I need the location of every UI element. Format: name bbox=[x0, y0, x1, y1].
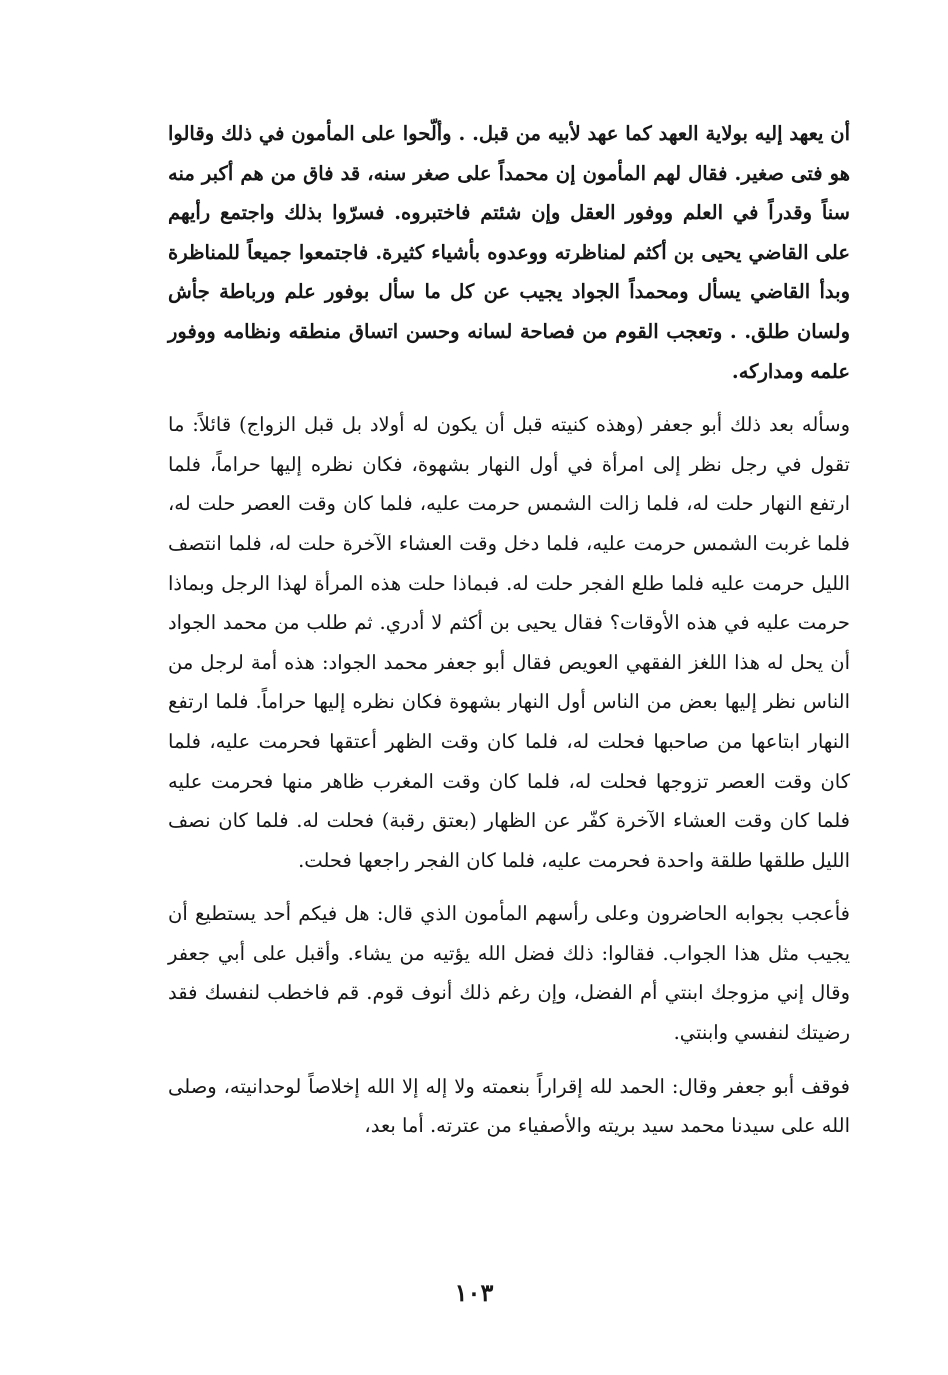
paragraph-2: وسأله بعد ذلك أبو جعفر (وهذه كنيته قبل أن يكون له أولاد بل قبل الزواج) قائلاً: ما تقول في رجل نظر إلى امرأة في أول النهار بشهوة، فكان نظره إليها حراماً، فلما ارتفع النهار حلت له، فلما زالت الشمس حرمت عليه، فلما كان وقت العصر حلت له، فلما غربت الشمس حرمت عليه، فلما دخل وقت العشاء الآخرة حلت له، فلما انتصف الليل حرمت عليه فلما طلع الفجر حلت له. فبماذا حلت هذه المرأة لهذا الرجل وبماذا حرمت عليه في هذه الأوقات؟ فقال يحيى بن أكثم لا أدري. ثم طلب من محمد الجواد أن يحل له هذا اللغز الفقهي العويص فقال أبو جعفر محمد الجواد: هذه أمة لرجل من الناس نظر إليها بعض من الناس أول النهار بشهوة فكان نظره إليها حراماً. فلما ارتفع النهار ابتاعها من صاحبها فحلت له، فلما كان وقت الظهر أعتقها فحرمت عليه، فلما كان وقت العصر تزوجها فحلت له، فلما كان وقت المغرب ظاهر منها فحرمت عليه فلما كان وقت العشاء الآخرة كفّر عن الظهار (بعتق رقبة) فحلت له. فلما كان نصف الليل طلقها طلقة واحدة فحرمت عليه، فلما كان الفجر راجعها فحلت. bbox=[168, 413, 850, 872]
paragraph-3: فأعجب بجوابه الحاضرون وعلى رأسهم المأمون الذي قال: هل فيكم أحد يستطيع أن يجيب مثل هذا الجواب. فقالوا: ذلك فضل الله يؤتيه من يشاء. وأقبل على أبي جعفر وقال إني مزوجك ابنتي أم الفضل، وإن رغم ذلك أنوف قوم. قم فاخطب لنفسك فقد رضيتك لنفسي وابنتي. bbox=[168, 902, 850, 1045]
page-body bbox=[168, 114, 850, 1146]
paragraph-1: أن يعهد إليه بولاية العهد كما عهد لأبيه من قبل. . وألّحوا على المأمون في ذلك وقالوا هو فتى صغير. فقال لهم المأمون إن محمداً على صغر سنه، قد فاق من هم أكبر منه سناً وقدراً في العلم ووفور العقل وإن شئتم فاختبروه. فسرّوا بذلك واجتمع رأيهم على القاضي يحيى بن أكثم لمناظرته ووعدوه بأشياء كثيرة. فاجتمعوا جميعاً للمناظرة وبدأ القاضي يسأل ومحمداً الجواد يجيب عن كل ما سأل بوفور علم ورباطة جأش ولسان طلق. . وتعجب القوم من فصاحة لسانه وحسن اتساق منطقه ونظامه ووفور علمه ومداركه. bbox=[168, 122, 850, 383]
page-number: ١٠٣ bbox=[454, 1278, 494, 1307]
paragraph-4: فوقف أبو جعفر وقال: الحمد لله إقراراً بنعمته ولا إله إلا الله إخلاصاً لوحدانيته، وصلى الله على سيدنا محمد سيد بريته والأصفياء من عترته. أما بعد، bbox=[168, 1074, 850, 1138]
